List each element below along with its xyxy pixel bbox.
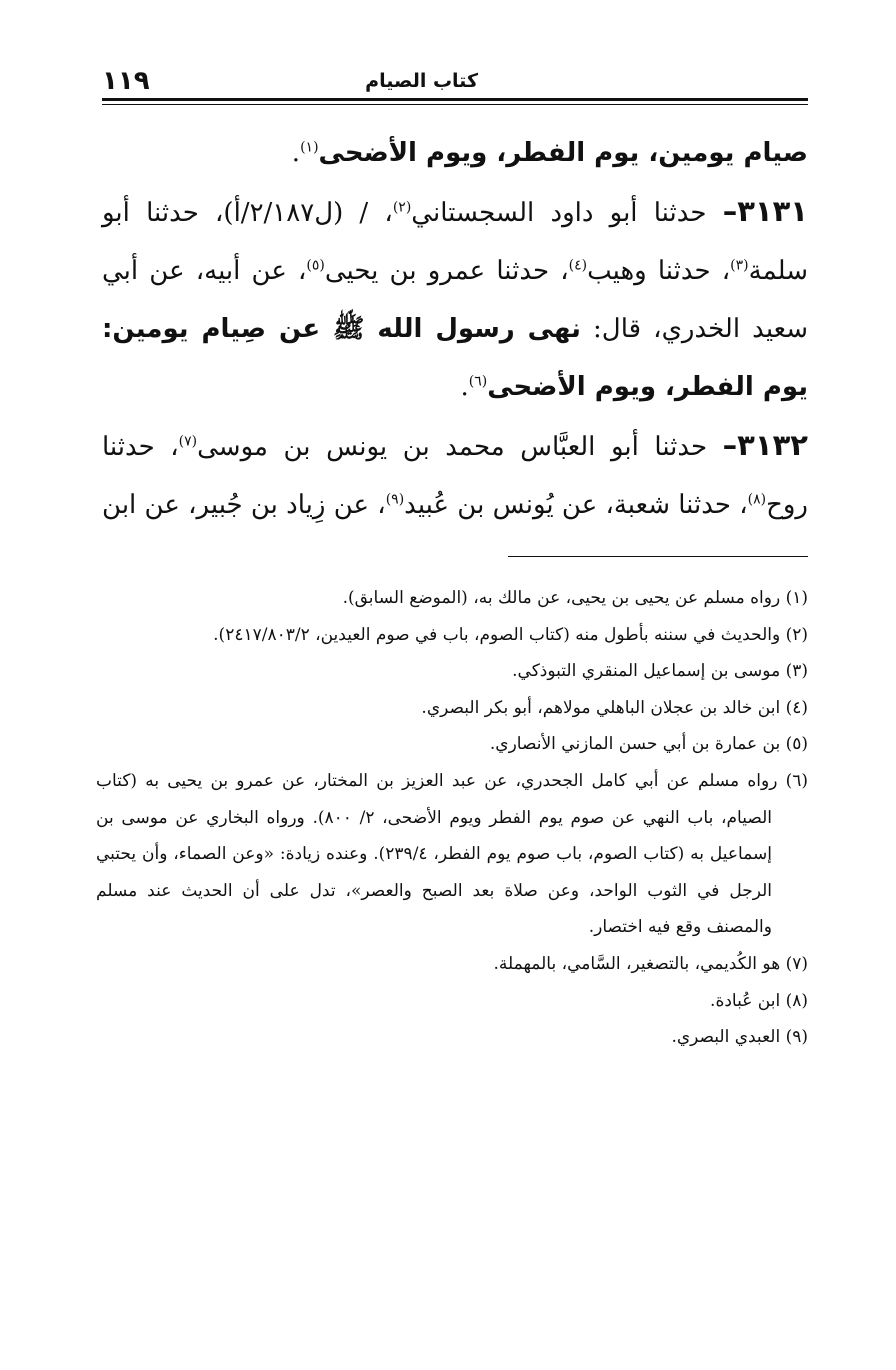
footnote-5: (٥) بن عمارة بن أبي حسن المازني الأنصاري. <box>489 734 808 755</box>
text-run: ، / (ل٢/١٨٧/أ)، حدثنا أبو سلمة <box>102 198 808 286</box>
hadith-number: ٣١٣٢– <box>722 428 808 462</box>
footnote-ref: (٢) <box>392 199 412 216</box>
text-run: . <box>291 138 301 168</box>
continuation-paragraph <box>102 124 808 182</box>
running-header <box>102 66 808 96</box>
text-run: ، عن زِياد بن جُبير، عن ابن <box>102 490 386 520</box>
footnote-ref: (٥) <box>306 257 325 274</box>
footnote-9: (٩) العبدي البصري. <box>671 1027 808 1048</box>
footnote-3: (٣) موسى بن إسماعيل المنقري التبوذكي. <box>512 661 808 682</box>
header-rule-thin <box>102 104 808 105</box>
page-number: ١١٩ <box>102 66 150 96</box>
footnote-ref: (٩) <box>385 491 405 508</box>
text-run: ، عن أبيه، عن أبي سعيد الخدري، قال: <box>102 256 809 344</box>
text-run: ، حدثنا عمرو بن يحيى <box>324 256 569 286</box>
footnote-separator <box>508 556 808 557</box>
text-run: ، حدثنا وهيب <box>587 256 731 286</box>
bold-text: نهى رسول الله ﷺ عن صِيام يومين: يوم الفطر، ويوم الأضحى <box>102 314 808 402</box>
header-rule-thick <box>102 98 808 101</box>
hadith-3132 <box>102 416 808 534</box>
footnote-ref: (٦) <box>468 373 488 390</box>
text-run: ، حدثنا شعبة، عن يُونس بن عُبيد <box>404 490 748 520</box>
footnote-6: (٦) رواه مسلم عن أبي كامل الجحدري، عن عبد العزيز بن المختار، عن عمرو بن يحيى به (كتاب الصيام، باب النهي عن صوم يوم الفطر ويوم الأضحى، ٢/ ٨٠٠). ورواه البخاري عن موسى بن إسماعيل به (كتاب الصوم، باب صوم يوم الفطر، ٢٣٩/٤). وعنده زيادة: «وعن الصماء، وأن يحتبي الرجل في الثوب الواحد، وعن صلاة بعد الصبح والعصر»، تدل على أن الحديث عند مسلم والمصنف وقع فيه اختصار. <box>96 770 808 938</box>
main-text <box>102 124 808 534</box>
footnote-8: (٨) ابن عُبادة. <box>710 990 808 1011</box>
text-run: حدثنا أبو العبَّاس محمد بن يونس بن موسى <box>197 432 723 462</box>
footnote-ref: (٣) <box>730 257 749 274</box>
footnote-ref: (١) <box>300 139 319 156</box>
footnote-ref: (٤) <box>568 257 588 274</box>
bold-text: صيام يومين، يوم الفطر، ويوم الأضحى <box>318 138 808 168</box>
footnote-ref: (٨) <box>747 491 767 508</box>
footnote-7: (٧) هو الكُديمي، بالتصغير، السَّامي، بالمهملة. <box>493 953 808 974</box>
text-run: . <box>460 372 469 402</box>
footnote-1: (١) رواه مسلم عن يحيى بن يحيى، عن مالك به، (الموضع السابق). <box>342 588 808 608</box>
footnote-4: (٤) ابن خالد بن عجلان الباهلي مولاهم، أبو بكر البصري. <box>421 697 808 718</box>
footnote-ref: (٧) <box>178 433 198 450</box>
text-run: حدثنا أبو داود السجستاني <box>411 198 723 228</box>
hadith-3131 <box>102 182 808 416</box>
footnote-2: (٢) والحديث في سننه بأطول منه (كتاب الصوم، باب في صوم العيدين، ٢٤١٧/٨٠٣/٢). <box>213 624 808 645</box>
hadith-number: ٣١٣١– <box>722 194 808 228</box>
text-run: ، حدثنا روح <box>102 432 808 520</box>
footnotes <box>96 580 808 1056</box>
chapter-title: كتاب الصيام <box>365 70 478 92</box>
